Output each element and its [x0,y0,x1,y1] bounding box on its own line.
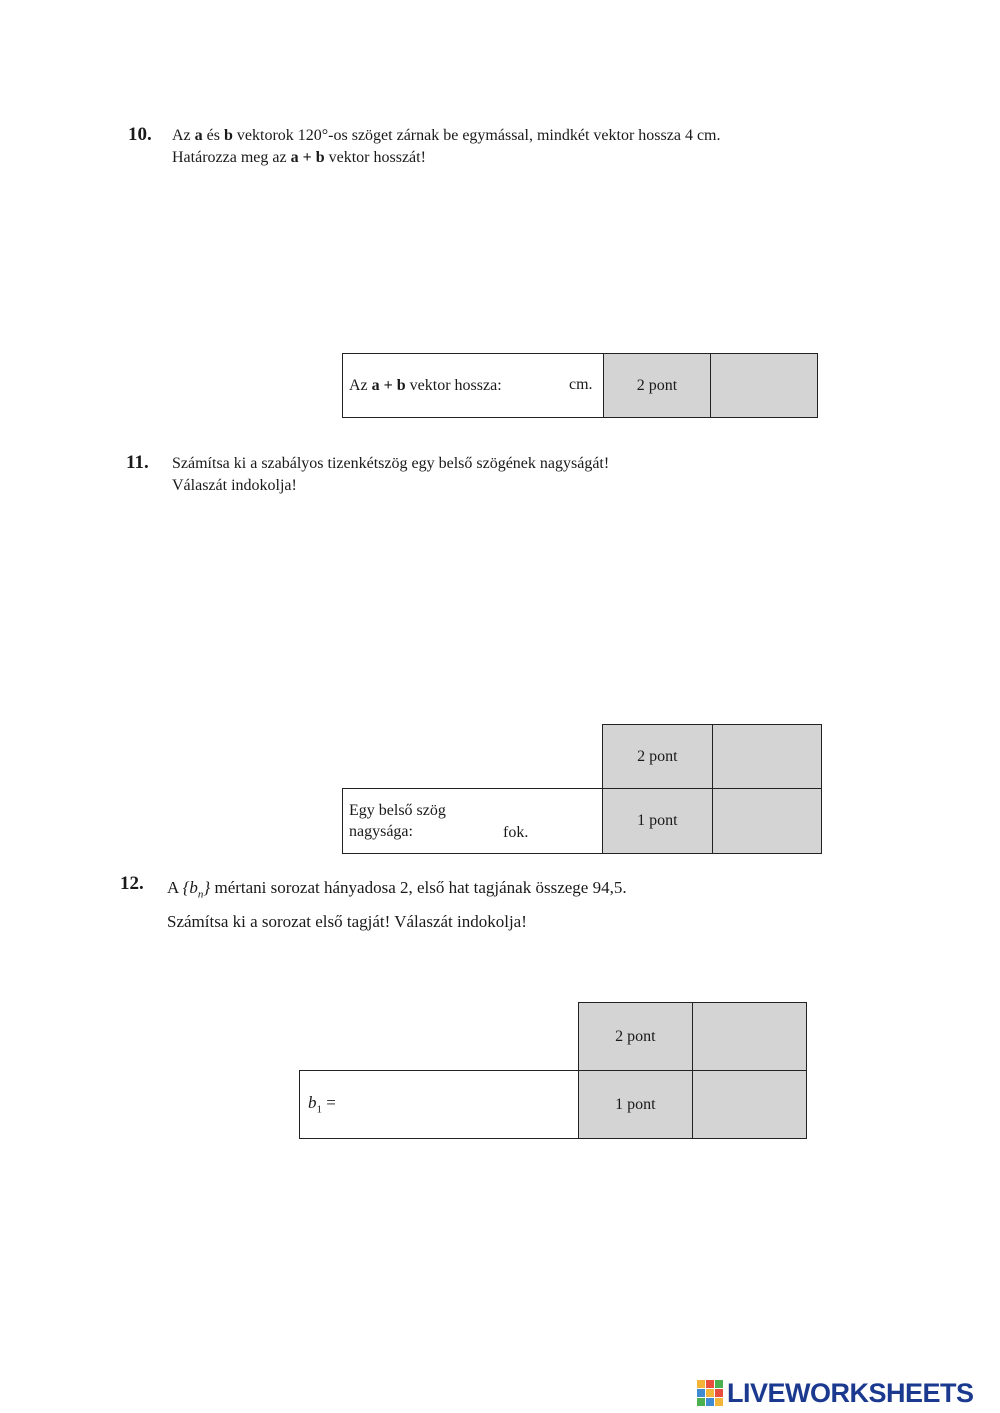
q12-line1-part: mértani sorozat hányadosa 2, első hat tagjának összege 94,5. [210,878,627,897]
q12-number: 12. [120,873,144,894]
q11-score-box-bottom [712,789,821,854]
q11-answer-line2 [349,821,602,842]
q12-answer-var: b [308,1093,317,1113]
q12-score-box-bottom [692,1071,806,1139]
q11-points-bottom: 1 pont [603,789,712,854]
q10-line2-part: Határozza meg az [172,149,291,166]
q10-answer-field[interactable] [523,364,563,408]
q11-answer-line1: Egy belső szög [349,802,446,819]
liveworksheets-logo [697,1378,974,1408]
q11-blank-cell [343,725,603,789]
sequence-index: n [197,888,204,901]
q12-score-box-top [692,1003,806,1071]
q10-answer-expr: a + b [371,376,406,394]
q10-answer-table [342,353,818,418]
q12-answer-cell [300,1071,579,1139]
liveworksheets-logo-text: LIVEWORKSHEETS [727,1377,974,1408]
q10-number: 10. [128,124,152,145]
q10-answer-cell [343,354,604,418]
q12-blank-cell [300,1003,579,1071]
q10-answer-label: vektor hossza: [405,376,502,394]
vector-b: b [223,127,233,144]
q11-answer-table [342,724,822,854]
q12-line1 [167,874,887,908]
liveworksheets-logo-icon [697,1380,723,1406]
vector-a: a [194,127,203,144]
q11-answer-label: nagysága: [349,823,413,840]
q10-line1-part: és [202,127,224,144]
q10-line2-part: vektor hosszát! [324,149,426,166]
q12-points-top: 2 pont [578,1003,692,1071]
q12-answer-eq: = [322,1093,336,1113]
q12-answer-table [299,1002,807,1139]
q12-line2: Számítsa ki a sorozat első tagját! Válaszát indokolja! [167,912,527,932]
q11-score-box-top [712,725,821,789]
q10-answer-prefix: Az [349,376,372,394]
q11-line1: Számítsa ki a szabályos tizenkétszög egy belső szögének nagyságát! [172,455,610,472]
vector-sum: a + b [290,149,325,166]
q12-answer-sub: 1 [316,1103,322,1116]
q11-points-top: 2 pont [603,725,712,789]
sequence-symbol [182,878,211,901]
sequence-close: } [203,878,211,897]
q11-text [172,453,872,497]
q10-line1-part: Az [172,127,195,144]
q11-answer-cell [343,789,603,854]
q12-points-bottom: 1 pont [578,1071,692,1139]
q10-score-box [711,354,818,418]
q10-points: 2 pont [604,354,711,418]
q11-number: 11. [126,452,149,473]
q12-text [167,874,887,936]
q10-line1 [172,125,872,147]
q12-line1-part: A [167,878,183,897]
q11-answer-field[interactable] [433,819,498,849]
q10-line2 [172,147,872,169]
q11-line2: Válaszát indokolja! [172,477,297,494]
q10-answer-unit: cm. [569,376,593,393]
q10-text [172,125,872,169]
q11-answer-unit: fok. [503,824,529,841]
sequence-open: {b [182,878,198,897]
q12-answer-field[interactable] [355,1089,555,1123]
q10-line1-part: vektorok 120°-os szöget zárnak be egymással, mindkét vektor hossza 4 cm. [232,127,721,144]
